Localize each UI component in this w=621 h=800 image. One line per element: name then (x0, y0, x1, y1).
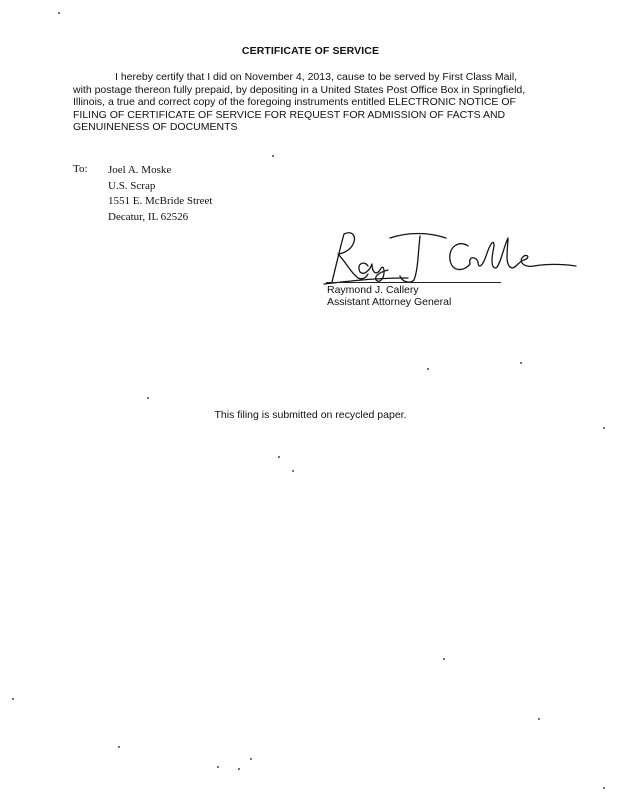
scan-speck (147, 397, 149, 399)
scan-speck (292, 470, 294, 472)
scan-speck (217, 766, 219, 768)
recycled-paper-note: This filing is submitted on recycled paper. (214, 409, 407, 421)
document-title: CERTIFICATE OF SERVICE (241, 45, 380, 57)
recipient-address (108, 163, 212, 225)
scan-speck (538, 718, 540, 720)
paragraph-line: FILING OF CERTIFICATE OF SERVICE FOR REQUEST FOR ADMISSION OF FACTS AND (73, 108, 506, 121)
paragraph-line: I hereby certify that I did on November 4, 2013, cause to be served by First Class Mail, (115, 71, 518, 83)
signer-block (327, 284, 451, 309)
scan-speck (520, 362, 522, 364)
signer-name: Raymond J. Callery (327, 284, 419, 296)
scan-speck (603, 427, 605, 429)
certification-paragraph (73, 71, 551, 134)
scan-speck (278, 456, 280, 458)
recipient-name: Joel A. Moske (108, 164, 172, 176)
paragraph-line: Illinois, a true and correct copy of the foregoing instruments entitled ELECTRONIC NOTICE OF (73, 96, 516, 109)
paragraph-line: GENUINENESS OF DOCUMENTS (73, 121, 238, 134)
recipient-city: Decatur, IL 62526 (108, 210, 189, 223)
scan-speck (118, 746, 120, 748)
scan-speck (250, 758, 252, 760)
scan-speck (58, 12, 60, 14)
signature-line (326, 282, 501, 283)
scan-speck (272, 155, 274, 157)
scan-speck (603, 787, 605, 789)
scan-speck (12, 698, 14, 700)
recipient-street: 1551 E. McBride Street (108, 195, 213, 207)
recipient-company: U.S. Scrap (108, 179, 156, 192)
scan-speck (238, 768, 240, 770)
signer-title: Assistant Attorney General (327, 296, 452, 309)
to-label: To: (73, 163, 88, 175)
scan-speck (427, 368, 429, 370)
scan-speck (443, 658, 445, 660)
handwritten-signature (318, 226, 580, 286)
paragraph-line: with postage thereon fully prepaid, by depositing in a United States Post Office Box in Springfield, (73, 83, 526, 96)
